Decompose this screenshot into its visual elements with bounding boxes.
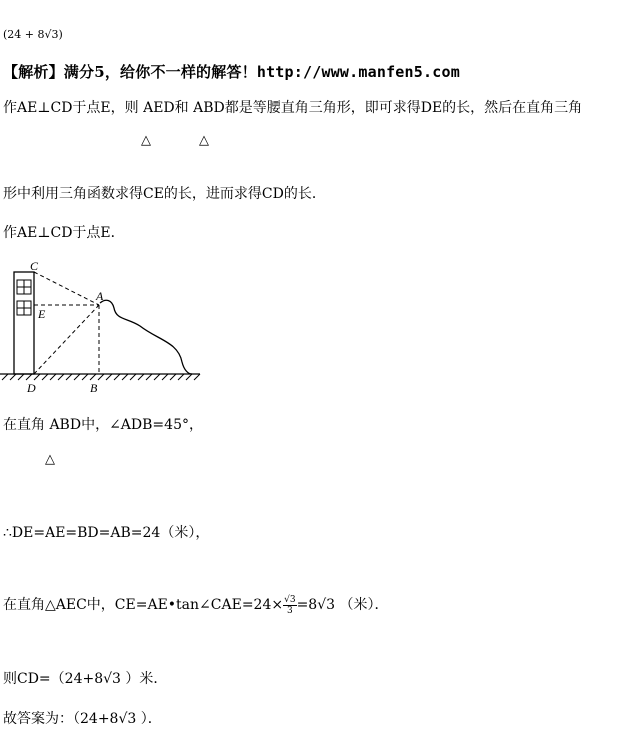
final-answer: 故答案为：（24+8√3 ）． xyxy=(3,711,162,727)
label-a: A xyxy=(96,289,104,303)
ce-suffix: =8√3 （米）． xyxy=(296,597,389,613)
triangle-symbol-abd: △ xyxy=(199,133,209,148)
fraction-denominator: 3 xyxy=(286,605,293,616)
step-equal-sides: ∴DE=AE=BD=AB=24（米）， xyxy=(3,525,210,541)
paragraph-line-2: 形中利用三角函数求得CE的长，进而求得CD的长． xyxy=(3,186,326,202)
step-compute-ce xyxy=(3,594,389,616)
step-construct: 作AE⊥CD于点E． xyxy=(3,225,125,241)
triangle-symbol-aed: △ xyxy=(141,133,151,148)
triangle-symbol-abd-2: △ xyxy=(45,452,55,467)
analysis-url[interactable]: http://www.manfen5.com xyxy=(256,63,460,81)
fraction-sqrt3-over-3 xyxy=(283,595,296,616)
geometry-figure xyxy=(0,256,205,396)
top-answer: (24 + 8√3) xyxy=(3,28,63,41)
step-right-triangle-abd: 在直角 ABD中，∠ADB=45°， xyxy=(3,417,203,433)
hill-outline xyxy=(100,300,192,374)
analysis-header xyxy=(3,61,460,82)
analysis-title: 【解析】满分5，给你不一样的解答！ xyxy=(3,63,257,81)
ce-prefix: 在直角△AEC中，CE=AE•tan∠CAE=24× xyxy=(3,597,284,613)
label-c: C xyxy=(30,259,39,273)
line-ca xyxy=(34,272,99,305)
label-d: D xyxy=(27,381,36,395)
label-b: B xyxy=(90,381,98,395)
step-cd-result: 则CD=（24+8√3 ）米． xyxy=(3,671,168,687)
fraction-numerator: √3 xyxy=(284,594,296,605)
paragraph-line-1: 作AE⊥CD于点E，则 AED和 ABD都是等腰直角三角形，即可求得DE的长，然后在直角三角 xyxy=(3,100,583,116)
label-e: E xyxy=(38,307,46,321)
ground-hatch xyxy=(2,374,200,380)
